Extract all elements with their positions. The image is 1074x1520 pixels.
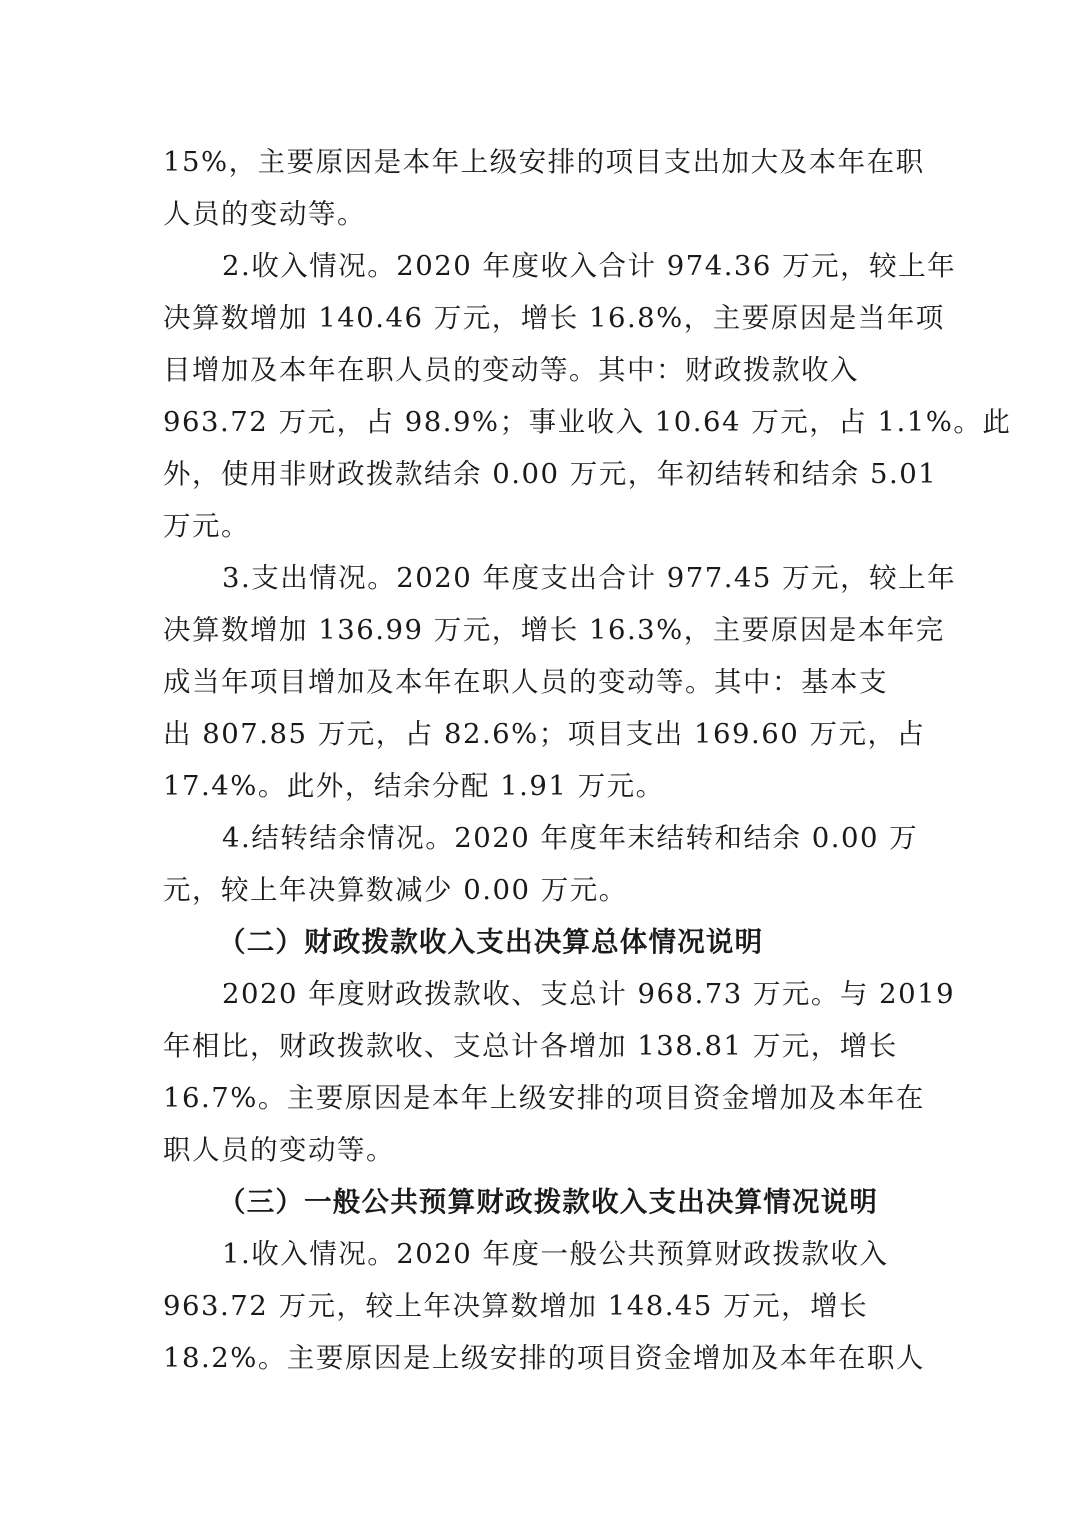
paragraph-line: 18.2%。主要原因是上级安排的项目资金增加及本年在职人 bbox=[163, 1342, 925, 1374]
section-heading-2: （二）财政拨款收入支出决算总体情况说明 bbox=[218, 926, 764, 958]
income-section-first-line: 2.收入情况。2020 年度收入合计 974.36 万元，较上年 bbox=[222, 250, 957, 282]
fiscal-total-first-line: 2020 年度财政拨款收、支总计 968.73 万元。与 2019 bbox=[222, 978, 956, 1010]
paragraph-line: 目增加及本年在职人员的变动等。其中：财政拨款收入 bbox=[163, 354, 859, 386]
paragraph-line: 年相比，财政拨款收、支总计各增加 138.81 万元，增长 bbox=[163, 1030, 898, 1062]
paragraph-line: 出 807.85 万元，占 82.6%；项目支出 169.60 万元，占 bbox=[163, 718, 926, 750]
paragraph-line: 外，使用非财政拨款结余 0.00 万元，年初结转和结余 5.01 bbox=[163, 458, 938, 490]
paragraph-line: 元，较上年决算数减少 0.00 万元。 bbox=[163, 874, 628, 906]
paragraph-line: 万元。 bbox=[163, 510, 250, 542]
paragraph-line: 15%，主要原因是本年上级安排的项目支出加大及本年在职 bbox=[163, 146, 925, 178]
paragraph-line: 决算数增加 140.46 万元，增长 16.8%，主要原因是当年项 bbox=[163, 302, 945, 334]
paragraph-line: 人员的变动等。 bbox=[163, 198, 366, 230]
paragraph-line: 963.72 万元，占 98.9%；事业收入 10.64 万元，占 1.1%。此 bbox=[163, 406, 1012, 438]
paragraph-line: 职人员的变动等。 bbox=[163, 1134, 395, 1166]
paragraph-line: 决算数增加 136.99 万元，增长 16.3%，主要原因是本年完 bbox=[163, 614, 945, 646]
section-heading-3: （三）一般公共预算财政拨款收入支出决算情况说明 bbox=[218, 1186, 879, 1218]
paragraph-line: 17.4%。此外，结余分配 1.91 万元。 bbox=[163, 770, 665, 802]
paragraph-line: 963.72 万元，较上年决算数增加 148.45 万元，增长 bbox=[163, 1290, 869, 1322]
paragraph-line: 16.7%。主要原因是本年上级安排的项目资金增加及本年在 bbox=[163, 1082, 925, 1114]
general-budget-first-line: 1.收入情况。2020 年度一般公共预算财政拨款收入 bbox=[222, 1238, 889, 1270]
carryover-section-first-line: 4.结转结余情况。2020 年度年末结转和结余 0.00 万 bbox=[222, 822, 919, 854]
paragraph-line: 成当年项目增加及本年在职人员的变动等。其中：基本支 bbox=[163, 666, 888, 698]
expenditure-section-first-line: 3.支出情况。2020 年度支出合计 977.45 万元，较上年 bbox=[222, 562, 957, 594]
